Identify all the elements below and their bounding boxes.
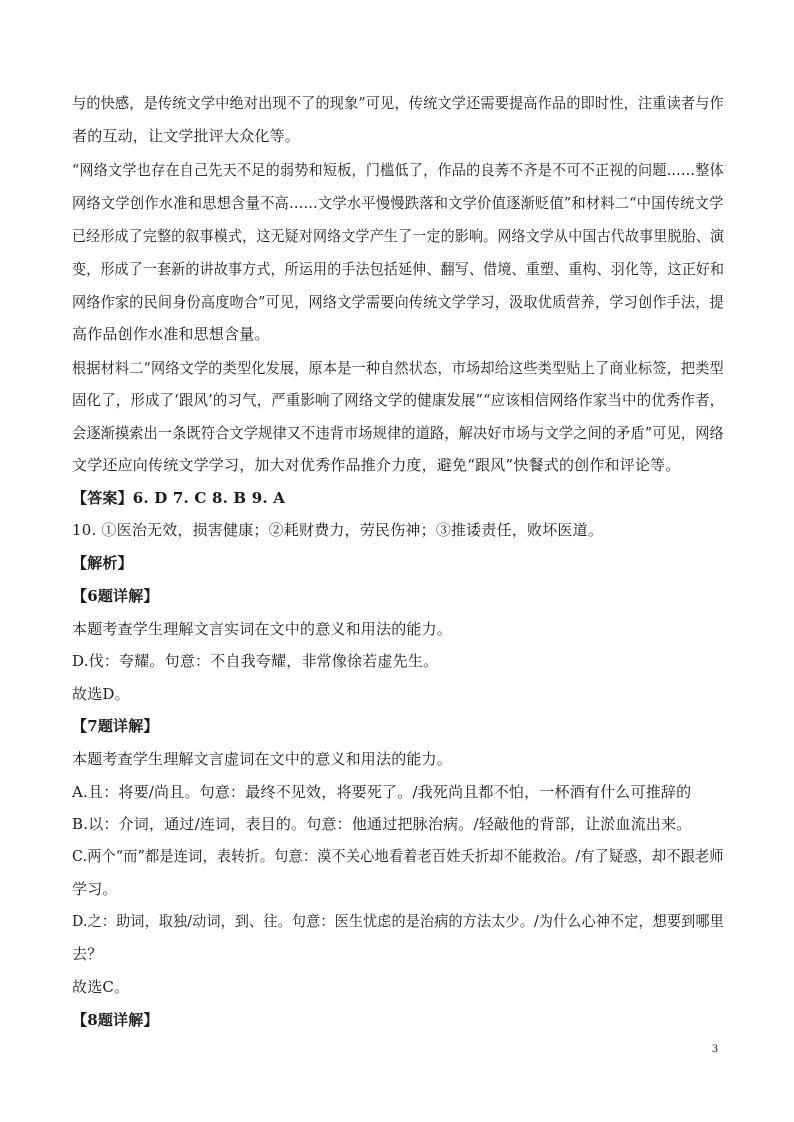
text-line: 与的快感，是传统文学中绝对出现不了的现象”可见，传统文学还需要提高作品的即时性，注重读者与作: [72, 94, 724, 112]
text-line: 学习。: [72, 880, 118, 898]
text-line: 去？: [72, 945, 103, 963]
section-heading: 【8题详解】: [72, 1011, 159, 1029]
text-line: 10. ①医治无效，损害健康；②耗财费力，劳民伤神；③推诿责任，败坏医道。: [72, 521, 604, 539]
text-line: “网络文学也存在自己先天不足的弱势和短板，门槛低了，作品的良莠不齐是不可不正视的问题……整体: [72, 161, 724, 179]
text-line: 网络文学创作水准和思想含量不高……文学水平慢慢跌落和文学价值逐渐贬值”和材料二“中国传统文学: [72, 194, 724, 212]
text-line: B.以：介词，通过/连词，表目的。句意：他通过把脉治病。/轻敲他的背部，让淤血流出来。: [72, 815, 692, 833]
text-line: 本题考查学生理解文言虚词在文中的意义和用法的能力。: [72, 750, 453, 768]
text-line: 文学还应向传统文学学习，加大对优秀作品推介力度，避免“跟风”快餐式的创作和评论等。: [72, 456, 681, 474]
text-line: 变，形成了一套新的讲故事方式，所运用的手法包括延伸、翻写、借境、重塑、重构、羽化等，这正好和: [72, 260, 725, 278]
text-line: 本题考查学生理解文言实词在文中的意义和用法的能力。: [72, 620, 453, 638]
text-line: A.且：将要/尚且。句意：最终不见效，将要死了。/我死尚且都不怕，一杯酒有什么可推辞的: [72, 783, 692, 801]
section-heading: 【7题详解】: [72, 717, 159, 735]
text-line: 固化了，形成了‘跟风’的习气，严重影响了网络文学的健康发展”“应该相信网络作家当中的优秀作者，: [72, 391, 725, 409]
text-line: 故选C。: [72, 978, 130, 996]
page-number: 3: [712, 1041, 718, 1055]
text-line: C.两个“而”都是连词，表转折。句意：漠不关心地看着老百姓夭折却不能救治。/有了疑惑，却不跟老师: [72, 847, 724, 865]
text-line: D.之：助词，取独/动词，到、往。句意：医生忧虑的是治病的方法太少。/为什么心神不定，想要到哪里: [72, 912, 724, 930]
section-heading: 【解析】: [72, 554, 133, 572]
text-line: 故选D。: [72, 685, 130, 703]
answer-line: 【答案】6. D 7. C 8. B 9. A: [72, 489, 286, 507]
text-line: 者的互动，让文学批评大众化等。: [72, 127, 301, 145]
text-line: 已经形成了完整的叙事模式，这无疑对网络文学产生了一定的影响。网络文学从中国古代故事里脱胎、演: [72, 227, 725, 245]
text-line: 高作品创作水准和思想含量。: [72, 325, 270, 343]
text-line: 根据材料二“网络文学的类型化发展，原本是一种自然状态，市场却给这些类型贴上了商业标签，把类型: [72, 359, 724, 377]
section-heading: 【6题详解】: [72, 587, 159, 605]
text-line: 会逐渐摸索出一条既符合文学规律又不违背市场规律的道路，解决好市场与文学之间的矛盾”可见，网络: [72, 424, 724, 442]
text-line: D.伐：夸耀。句意：不自我夸耀，非常像徐若虚先生。: [72, 652, 439, 670]
text-line: 网络作家的民间身份高度吻合”可见，网络文学需要向传统文学学习，汲取优质营养，学习创作手法，提: [72, 293, 724, 311]
